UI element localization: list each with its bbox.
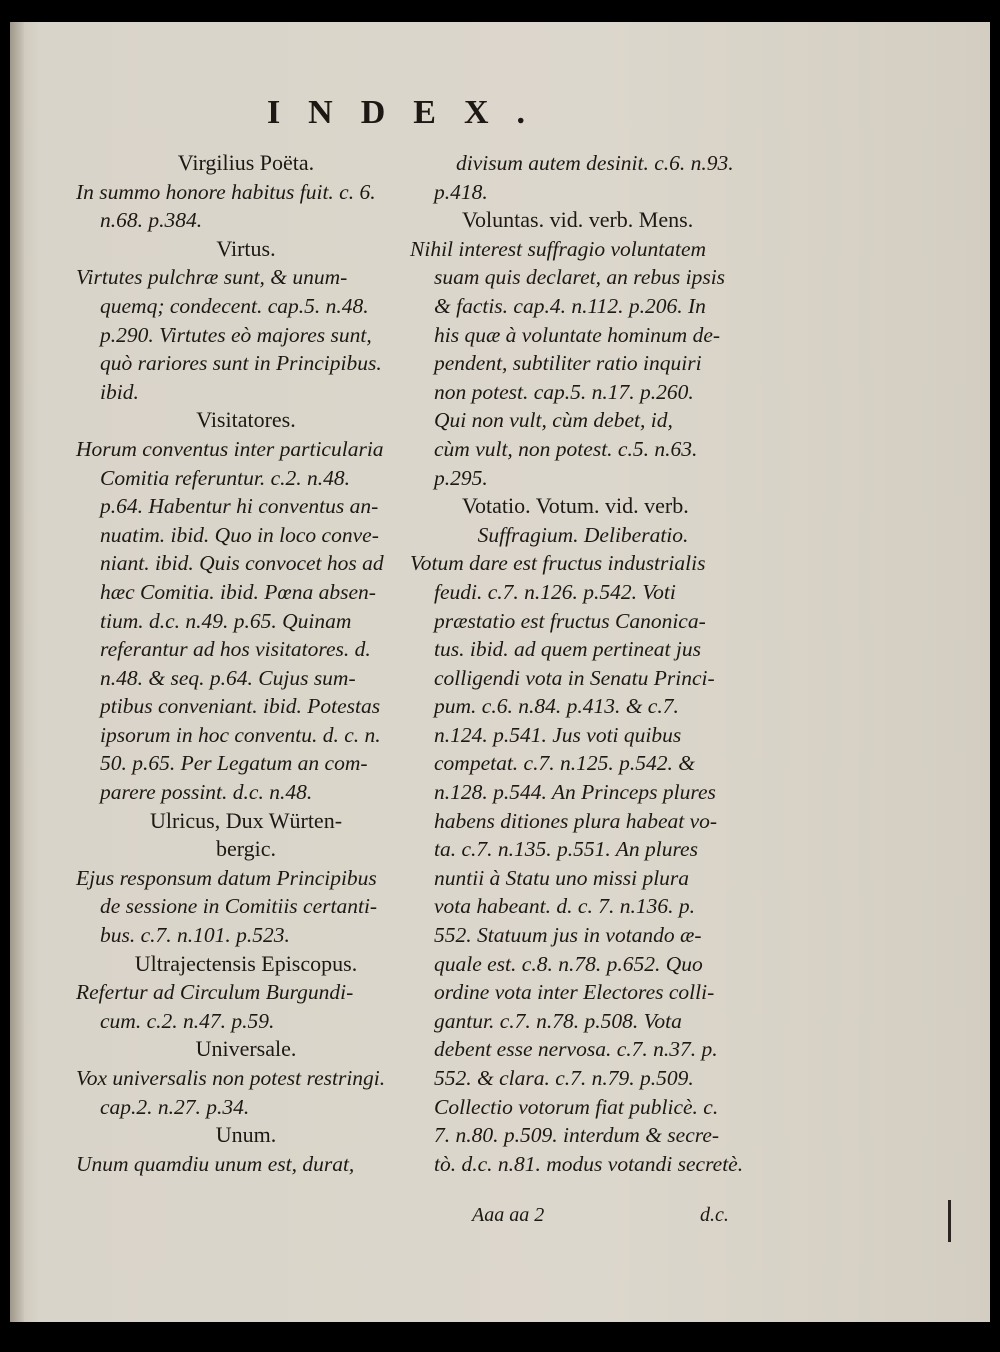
left-column	[76, 149, 416, 1178]
index-line: quale est. c.8. n.78. p.652. Quo	[434, 951, 703, 976]
index-line: debent esse nervosa. c.7. n.37. p.	[434, 1037, 718, 1062]
page-edge-shadow	[10, 22, 24, 1322]
index-line: ordine vota inter Electores colli-	[434, 980, 715, 1005]
index-line: de sessione in Comitiis certanti-	[100, 894, 378, 919]
index-line: ibid.	[100, 379, 139, 404]
margin-mark	[948, 1200, 951, 1242]
index-line: vota habeant. d. c. 7. n.136. p.	[434, 894, 695, 919]
index-line: 7. n.80. p.509. interdum & secre-	[434, 1123, 720, 1148]
index-line: tò. d.c. n.81. modus votandi secretè.	[434, 1151, 744, 1176]
index-line: tus. ibid. ad quem pertineat jus	[434, 637, 701, 662]
index-line: Visitatores.	[196, 407, 296, 433]
index-line: non potest. cap.5. n.17. p.260.	[434, 379, 694, 404]
index-line: Unum.	[215, 1122, 277, 1148]
index-line: his quæ à voluntate hominum de-	[434, 322, 721, 347]
index-line: ta. c.7. n.135. p.551. An plures	[434, 837, 698, 862]
index-line: Virtutes pulchræ sunt, & unum-	[76, 265, 348, 290]
index-line: 50. p.65. Per Legatum an com-	[100, 751, 368, 776]
index-line: tium. d.c. n.49. p.65. Quinam	[100, 608, 352, 633]
index-line: competat. c.7. n.125. p.542. &	[434, 751, 695, 776]
index-line: n.124. p.541. Jus voti quibus	[434, 722, 682, 747]
index-line: 552. & clara. c.7. n.79. p.509.	[434, 1066, 694, 1090]
page-title: INDEX.	[266, 94, 554, 131]
index-line: ptibus conveniant. ibid. Potestas	[100, 694, 381, 719]
index-line: feudi. c.7. n.126. p.542. Voti	[434, 579, 676, 604]
index-line: Collectio votorum fiat publicè. c.	[434, 1094, 719, 1119]
index-line: p.64. Habentur hi conventus an-	[100, 494, 379, 519]
index-line: & factis. cap.4. n.112. p.206. In	[434, 293, 706, 318]
index-line: Virtus.	[216, 235, 276, 261]
index-line: p.418.	[434, 179, 488, 204]
book-page	[10, 22, 990, 1322]
index-line: Votatio. Votum. vid. verb.	[462, 493, 689, 519]
index-line: Virgilius Poëta.	[177, 150, 315, 175]
index-line: suam quis declaret, an rebus ipsis	[434, 265, 726, 290]
index-line: cap.2. n.27. p.34.	[100, 1094, 250, 1119]
index-line: pendent, subtiliter ratio inquiri	[434, 351, 702, 376]
index-line: nuatim. ibid. Quo in loco conve-	[100, 522, 379, 547]
index-line: Refertur ad Circulum Burgundi-	[76, 980, 354, 1005]
index-line: Comitia referuntur. c.2. n.48.	[100, 465, 351, 490]
index-line: referantur ad hos visitatores. d.	[100, 637, 371, 662]
index-line: Ultrajectensis Episcopus.	[134, 950, 358, 976]
index-line: pum. c.6. n.84. p.413. & c.7.	[434, 694, 679, 719]
index-line: gantur. c.7. n.78. p.508. Vota	[434, 1008, 682, 1033]
right-column	[410, 149, 756, 1178]
index-line: parere possint. d.c. n.48.	[100, 780, 313, 805]
index-line: Ulricus, Dux Würten-	[149, 807, 343, 833]
index-line: bergic.	[215, 836, 277, 862]
index-line: n.48. & seq. p.64. Cujus sum-	[100, 665, 356, 690]
index-line: cùm vult, non potest. c.5. n.63.	[434, 436, 698, 461]
index-line: nuntii à Statu uno missi plura	[434, 865, 690, 890]
index-line: Voluntas. vid. verb. Mens.	[462, 207, 694, 233]
index-line: 552. Statuum jus in votando æ-	[434, 923, 702, 948]
index-line: divisum autem desinit. c.6. n.93.	[456, 151, 734, 175]
index-line: Votum dare est fructus industrialis	[410, 551, 706, 576]
index-line: p.295.	[434, 465, 488, 490]
index-line: Qui non vult, cùm debet, id,	[434, 408, 673, 433]
index-line: præstatio est fructus Canonica-	[434, 608, 706, 633]
index-line: ipsorum in hoc conventu. d. c. n.	[100, 722, 381, 747]
index-line: Nihil interest suffragio voluntatem	[410, 236, 707, 261]
index-line: niant. ibid. Quis convocet hos ad	[100, 551, 384, 576]
index-line: Vox universalis non potest restringi.	[76, 1066, 386, 1090]
signature-mark: Aaa aa 2	[472, 1204, 545, 1226]
index-line: In summo honore habitus fuit. c. 6.	[76, 179, 376, 204]
index-line: cum. c.2. n.47. p.59.	[100, 1008, 275, 1033]
index-line: Universale.	[195, 1036, 297, 1062]
index-line: Horum conventus inter particularia	[76, 436, 384, 461]
index-line: hæc Comitia. ibid. Pœna absen-	[100, 579, 376, 604]
index-line: n.68. p.384.	[100, 208, 203, 233]
index-line: Unum quamdiu unum est, durat,	[76, 1151, 355, 1176]
catchword: d.c.	[700, 1204, 729, 1226]
index-line: bus. c.7. n.101. p.523.	[100, 923, 290, 948]
index-line: quò rariores sunt in Principibus.	[100, 351, 382, 376]
index-line: quemq; condecent. cap.5. n.48.	[100, 293, 369, 318]
index-line: habens ditiones plura habeat vo-	[434, 808, 718, 833]
index-line: p.290. Virtutes eò majores sunt,	[100, 322, 372, 347]
index-line: colligendi vota in Senatu Princi-	[434, 665, 715, 690]
index-line: Ejus responsum datum Principibus	[76, 865, 377, 890]
index-line: n.128. p.544. An Princeps plures	[434, 780, 716, 805]
index-line: Suffragium. Deliberatio.	[477, 522, 689, 547]
